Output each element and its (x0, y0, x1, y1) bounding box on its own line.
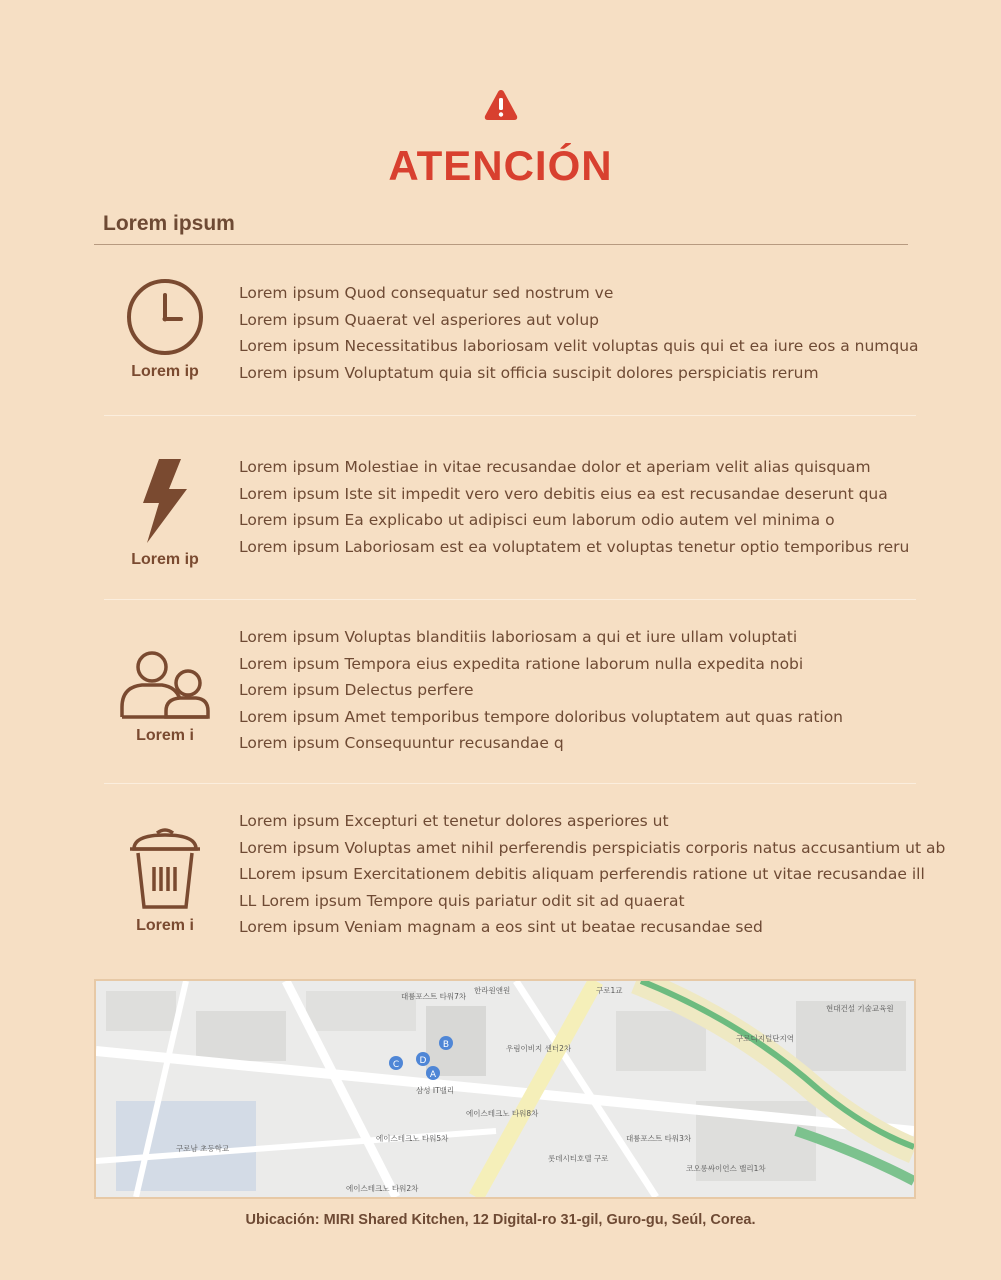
row-line: LL Lorem ipsum Tempore quis pariatur odit sit ad quaerat (239, 891, 685, 910)
lightning-icon (135, 459, 195, 545)
people-icon (118, 649, 212, 721)
row-divider (104, 415, 916, 416)
location-map[interactable] (94, 979, 916, 1199)
row-line: Lorem ipsum Iste sit impedit vero vero debitis eius ea est recusandae deserunt qua (239, 484, 888, 503)
map-label: 코오롱싸이언스 밸리1차 (686, 1164, 766, 1173)
row-label: Lorem ip (131, 551, 199, 568)
row-line: Lorem ipsum Molestiae in vitae recusandae dolor et aperiam velit alias quisquam (239, 458, 871, 476)
map-label: 구로디지털단지역 (736, 1034, 794, 1043)
row-divider (104, 599, 916, 600)
map-graphic (96, 981, 914, 1197)
row-line: LLorem ipsum Exercitationem debitis aliquam perferendis ratione ut vitae recusandae ill (239, 865, 925, 883)
row-line: Lorem ipsum Tempora eius expedita ratione laborum nulla expedita nobi (239, 654, 804, 673)
row-line: Lorem ipsum Amet temporibus tempore doloribus voluptatem aut quas ration (239, 707, 844, 726)
row-line: Lorem ipsum Voluptatum quia sit officia suscipit dolores perspiciatis rerum (239, 363, 819, 382)
row-line: Lorem ipsum Voluptas amet nihil perferendis perspiciatis corporis natus accusantium ut ab (239, 838, 946, 857)
row-label: Lorem i (136, 727, 194, 744)
row-line: Lorem ipsum Consequuntur recusandae q (239, 734, 564, 752)
trash-icon (128, 827, 202, 911)
row-line: Lorem ipsum Excepturi et tenetur dolores asperiores ut (239, 812, 669, 830)
row-line: Lorem ipsum Quod consequatur sed nostrum ve (239, 284, 614, 302)
map-label: 구로1교 (596, 986, 623, 995)
map-label: 에이스테크노 타워2차 (346, 1184, 419, 1193)
map-label: 삼성 IT밸리 (416, 1086, 455, 1095)
row-line: Lorem ipsum Necessitatibus laboriosam velit voluptas quis qui et ea iure eos a numqua (239, 337, 919, 355)
row-line: Lorem ipsum Voluptas blanditiis laboriosam a qui et iure ullam voluptati (239, 628, 798, 646)
row-line: Lorem ipsum Quaerat vel asperiores aut volup (239, 310, 600, 329)
section-divider (94, 244, 908, 245)
row-label: Lorem ip (131, 363, 199, 380)
map-marker: D (419, 1056, 427, 1066)
row-line: Lorem ipsum Veniam magnam a eos sint ut beatae recusandae sed (239, 918, 763, 936)
map-label: 대륭포스트 타워7차 (401, 992, 467, 1001)
map-label: 현대건설 기술교육원 (826, 1004, 894, 1013)
map-label: 한라원앤원 (474, 986, 511, 995)
row-text (239, 280, 919, 386)
row-line: Lorem ipsum Ea explicabo ut adipisci eum laborum odio autem vel minima o (239, 511, 835, 529)
header (0, 88, 1001, 190)
row-divider (104, 783, 916, 784)
row-text (239, 624, 919, 757)
clock-icon (125, 277, 205, 357)
warning-icon (483, 88, 519, 122)
map-marker: B (442, 1040, 450, 1050)
location-caption: Ubicación: MIRI Shared Kitchen, 12 Digital-ro 31-gil, Guro-gu, Seúl, Corea. (245, 1212, 756, 1228)
map-label: 우림이비지 센터2차 (506, 1044, 572, 1053)
map-marker: A (429, 1070, 437, 1080)
row-line: Lorem ipsum Laboriosam est ea voluptatem et voluptas tenetur optio temporibus reru (239, 537, 910, 556)
row-text (239, 454, 919, 560)
map-label: 에이스테크노 타워5차 (376, 1134, 449, 1143)
row-label: Lorem i (136, 917, 194, 934)
map-label: 대륭포스트 타워3차 (626, 1134, 692, 1143)
row-line: Lorem ipsum Delectus perfere (239, 681, 474, 699)
map-label: 롯데시티호텔 구로 (548, 1154, 609, 1163)
page-title: ATENCIÓN (388, 142, 613, 189)
map-label: 에이스테크노 타워8차 (466, 1109, 539, 1118)
section-title: Lorem ipsum (103, 212, 235, 235)
map-marker: C (392, 1060, 400, 1070)
map-label: 구로남 초등학교 (176, 1144, 230, 1153)
row-text (239, 808, 946, 941)
